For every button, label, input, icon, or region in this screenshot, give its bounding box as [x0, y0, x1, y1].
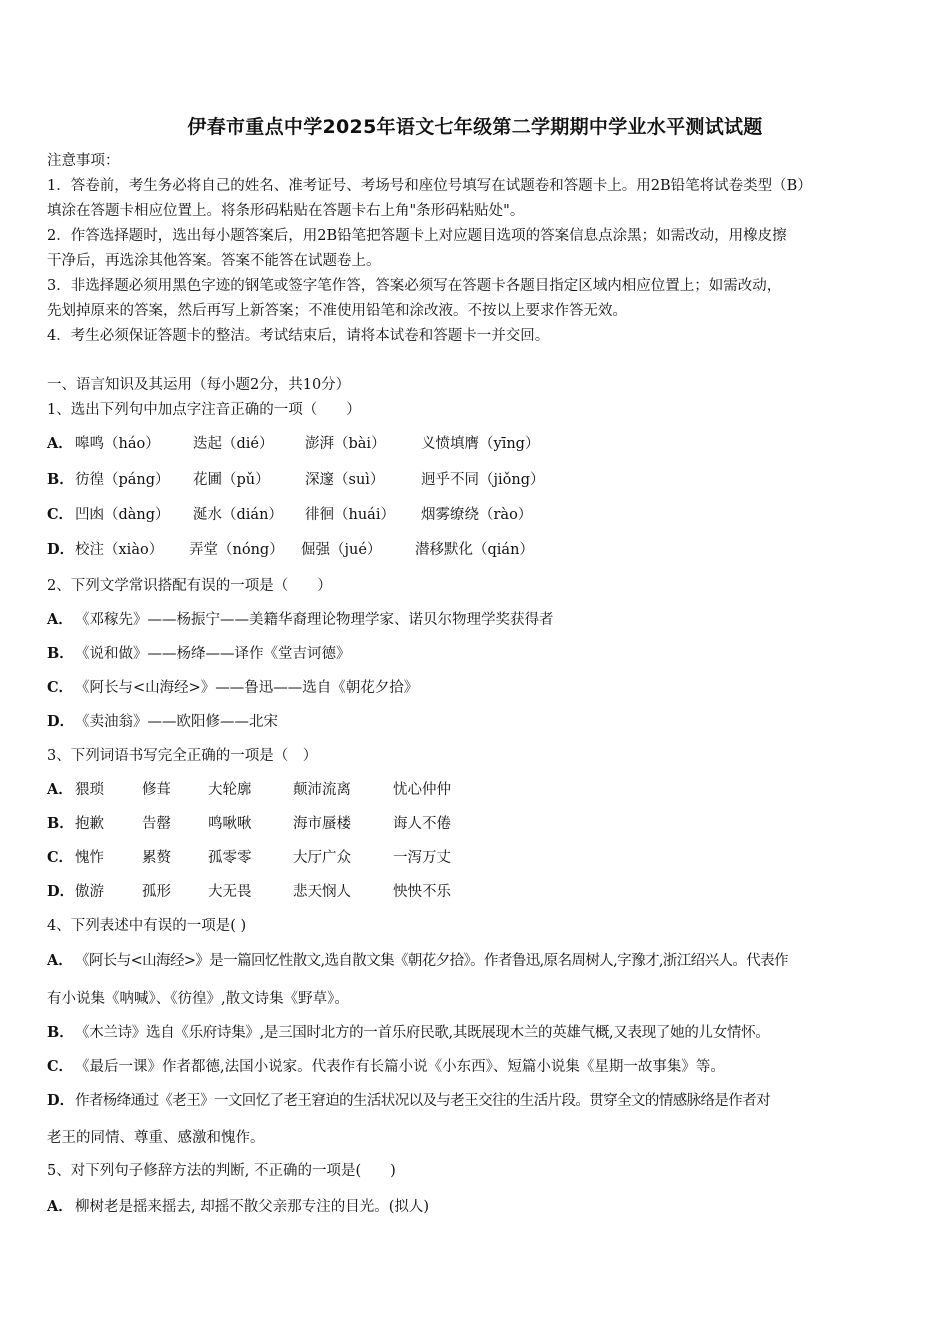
option-word: 累赘 — [142, 850, 171, 866]
option-label: A． — [47, 611, 73, 628]
option-word: 大厅广众 — [293, 850, 351, 866]
q2-option-b — [47, 644, 351, 664]
notice-line: 1．答卷前，考生务必将自己的姓名、准考证号、考场号和座位号填写在试题卷和答题卡上。用2B铅笔将试卷类型（B） — [47, 178, 812, 194]
section-heading: 一、语言知识及其运用（每小题2分，共10分） — [47, 377, 351, 393]
q2-option-c — [47, 678, 418, 698]
option-word: 猥琐 — [75, 782, 104, 798]
q4-option-c — [47, 1057, 725, 1077]
option-word: 迥乎不同（jiǒng） — [421, 472, 545, 488]
option-text: 《最后一课》作者都德,法国小说家。代表作有长篇小说《小东西》、短篇小说集《星期一故事集》等。 — [75, 1059, 725, 1075]
question-2-stem: 2、下列文学常识搭配有误的一项是（ ） — [47, 578, 332, 594]
option-word: 大无畏 — [208, 884, 252, 900]
option-text: 《卖油翁》——欧阳修——北宋 — [75, 714, 278, 730]
option-label: B． — [47, 1024, 74, 1041]
notice-line: 3．非选择题必须用黑色字迹的钢笔或签字笔作答，答案必须写在答题卡各题目指定区域内相应位置上；如需改动， — [47, 278, 782, 294]
q4-option-a-cont: 有小说集《呐喊》、《彷徨》,散文诗集《野草》。 — [47, 991, 349, 1007]
option-text: 作者杨绛通过《老王》一文回忆了老王窘迫的生活状况以及与老王交往的生活片段。贯穿全文的情感脉络是作者对 — [75, 1093, 770, 1109]
option-word: 告罄 — [142, 816, 171, 832]
option-word: 海市蜃楼 — [293, 816, 351, 832]
exam-title: 伊春市重点中学2025年语文七年级第二学期期中学业水平测试试题 — [187, 116, 763, 138]
notice-line: 4．考生必须保证答题卡的整洁。考试结束后，请将本试卷和答题卡一并交回。 — [47, 328, 550, 344]
option-label: C． — [47, 679, 74, 696]
notice-line: 先划掉原来的答案，然后再写上新答案；不准使用铅笔和涂改液。不按以上要求作答无效。 — [47, 303, 627, 319]
option-word: 弄堂（nóng） — [189, 542, 284, 558]
q3-option-a — [47, 780, 451, 800]
option-word: 孤零零 — [208, 850, 252, 866]
option-label: C． — [47, 849, 74, 866]
option-text: 柳树老是摇来摇去, 却摇不散父亲那专注的目光。(拟人) — [75, 1199, 430, 1215]
q2-option-a — [47, 610, 554, 630]
option-label: C． — [47, 506, 74, 523]
option-label: D． — [47, 1092, 75, 1109]
q4-option-a — [47, 951, 788, 971]
option-word: 嗥鸣（háo） — [75, 436, 160, 452]
q3-option-b — [47, 814, 451, 834]
q2-option-d — [47, 712, 278, 732]
q4-option-b — [47, 1023, 770, 1043]
notice-heading: 注意事项： — [47, 153, 120, 169]
option-word: 修葺 — [142, 782, 171, 798]
q1-option-a — [47, 434, 539, 454]
option-word: 忧心仲仲 — [393, 782, 451, 798]
option-text: 《阿长与<山海经>》——鲁迅——选自《朝花夕拾》 — [75, 680, 419, 696]
option-word: 义愤填膺（yīng） — [421, 436, 540, 452]
notice-line: 干净后，再选涂其他答案。答案不能答在试题卷上。 — [47, 253, 381, 269]
option-word: 大轮廓 — [208, 782, 252, 798]
option-word: 校注（xiào） — [75, 542, 164, 558]
option-label: D． — [47, 541, 75, 558]
option-label: B． — [47, 815, 74, 832]
option-word: 深邃（suì） — [305, 472, 385, 488]
option-word: 一泻万丈 — [393, 850, 451, 866]
option-text: 《说和做》——杨绛——译作《堂吉诃德》 — [75, 646, 351, 662]
q3-option-c — [47, 848, 451, 868]
option-word: 诲人不倦 — [393, 816, 451, 832]
option-word: 怏怏不乐 — [393, 884, 451, 900]
option-word: 倔强（jué） — [301, 542, 382, 558]
option-label: A． — [47, 781, 73, 798]
question-4-stem: 4、下列表述中有误的一项是( ) — [47, 918, 247, 934]
option-text: 《阿长与<山海经>》是一篇回忆性散文,选自散文集《朝花夕拾》。作者鲁迅,原名周树人,字豫才,浙江绍兴人。代表作 — [75, 953, 788, 969]
option-word: 澎湃（bài） — [305, 436, 386, 452]
notice-line: 2．作答选择题时，选出每小题答案后，用2B铅笔把答题卡上对应题目选项的答案信息点涂黑；如需改动，用橡皮擦 — [47, 228, 787, 244]
option-text: 《邓稼先》——杨振宁——美籍华裔理论物理学家、诺贝尔物理学奖获得者 — [75, 612, 554, 628]
option-label: B． — [47, 645, 74, 662]
option-word: 彷徨（páng） — [75, 472, 170, 488]
question-1-stem: 1、选出下列句中加点字注音正确的一项（ ） — [47, 402, 361, 418]
q4-option-d — [47, 1091, 770, 1111]
option-label: D． — [47, 883, 75, 900]
question-3-stem: 3、下列词语书写完全正确的一项是（ ） — [47, 748, 318, 764]
option-text: 《木兰诗》选自《乐府诗集》,是三国时北方的一首乐府民歌,其既展现木兰的英雄气概,又表现了她的儿女情怀。 — [75, 1025, 770, 1041]
option-word: 潜移默化（qián） — [415, 542, 534, 558]
option-label: D． — [47, 713, 75, 730]
option-word: 烟雾缭绕（rào） — [421, 507, 533, 523]
option-word: 孤形 — [142, 884, 171, 900]
option-label: C． — [47, 1058, 74, 1075]
option-word: 涎水（dián） — [193, 507, 283, 523]
option-word: 鸣啾啾 — [208, 816, 252, 832]
q4-option-d-cont: 老王的同情、尊重、感激和愧作。 — [47, 1130, 265, 1146]
option-word: 凹凼（dàng） — [75, 507, 170, 523]
q1-option-c — [47, 505, 532, 525]
option-word: 迭起（dié） — [193, 436, 274, 452]
q3-option-d — [47, 882, 451, 902]
option-word: 愧怍 — [75, 850, 104, 866]
option-word: 傲游 — [75, 884, 104, 900]
q1-option-b — [47, 470, 544, 490]
question-5-stem: 5、对下列句子修辞方法的判断, 不正确的一项是( ) — [47, 1163, 396, 1179]
option-label: A． — [47, 1198, 73, 1215]
option-word: 花圃（pǔ） — [193, 472, 270, 488]
option-word: 抱歉 — [75, 816, 104, 832]
option-label: A． — [47, 435, 73, 452]
option-label: B． — [47, 471, 74, 488]
notice-line: 填涂在答题卡相应位置上。将条形码粘贴在答题卡右上角"条形码粘贴处"。 — [47, 203, 525, 219]
option-word: 悲天悯人 — [293, 884, 351, 900]
option-label: A． — [47, 952, 73, 969]
q5-option-a — [47, 1197, 429, 1217]
option-word: 徘徊（huái） — [305, 507, 395, 523]
q1-option-d — [47, 540, 534, 560]
option-word: 颠沛流离 — [293, 782, 351, 798]
